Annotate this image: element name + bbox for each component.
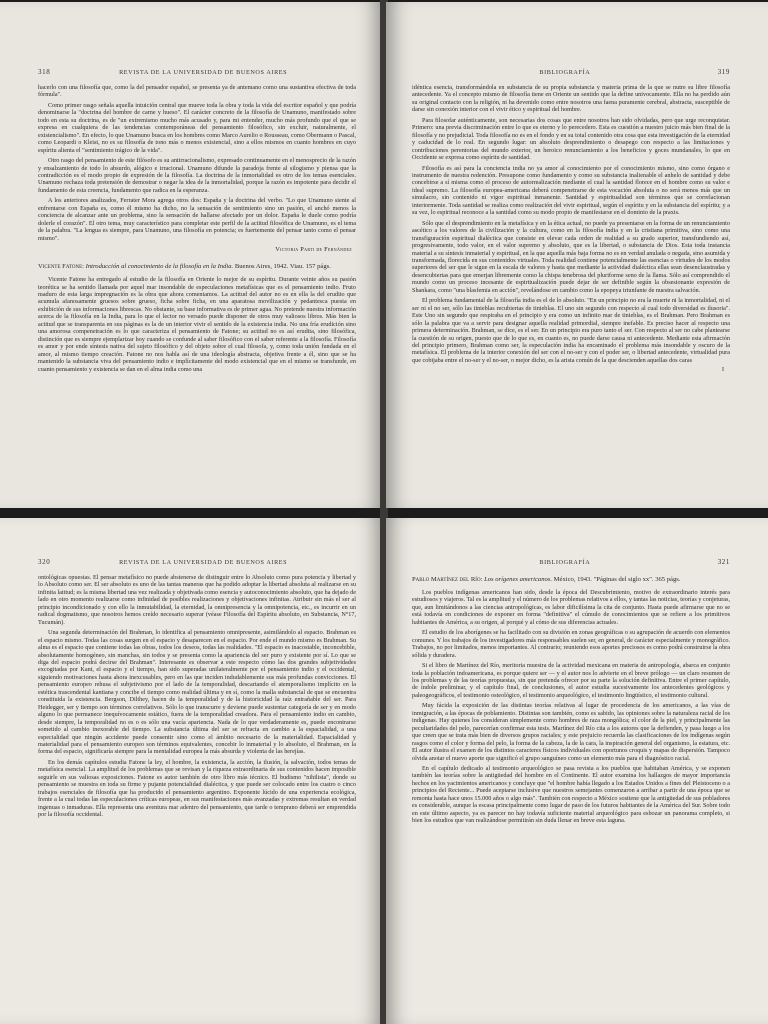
page-321-body	[412, 558, 730, 1016]
page-321	[386, 518, 768, 1024]
running-header	[38, 68, 356, 76]
paragraph: Los pueblos indígenas americanos han sido, desde la época del Descubrimiento, motivo de extraordinario interés para estudiosos y viajeros. Tal es la amplitud y el número de los problemas relativos a ellos, y tantas las noticias, teorías y conjeturas, que, aun limitándonos a las ciencias antropológicas, es labor dificilísima la cita de conjunto. Hasta puede afirmarse que no se está todavía en condiciones de exponer en forma "definitiva" el cúmulo de conocimientos que se refiere a los primitivos habitantes de América, a su origen, al porqué y al cómo de sus diferencias actuales.	[412, 589, 730, 626]
paragraph: hacerlo con una filosofía que, como la del pensador español, se presenta ya de antemano como una sustantiva efectiva de toda fórmula".	[38, 84, 356, 99]
paragraph: El estudio de los aborígenes se ha facilitado con su división en zonas geográficas o su agrupación de acuerdo con elementos comunes. Y los trabajos de los investigadores más responsables suelen ser, en general, de carácter especialmente y monográfico. Trabajos, no por limitados, menos importantes. Al contrario; reuniendo esos aportes preciosos es como podrá construirse la obra sólida y duradera.	[412, 629, 730, 659]
journal-title: REVISTA DE LA UNIVERSIDAD DE BUENOS AIRES	[119, 559, 288, 566]
paragraph: idéntica esencia, transformándola en substancia de su propia substancia y materia prima de la que se nutre su libre filosofía antecedente. Ya el concepto mismo de filosofía tiene en Oriente un sentido que la define univocamente. Ella no ha perdido aún su original contacto con la religión, ni ha devenido como entre nosotros una faena puramente cerebral, abstracta, susceptible de darse sin conexión interior con el vivir ético y espiritual del hombre.	[412, 84, 730, 114]
page-number: 321	[717, 558, 730, 566]
paragraph: Una segunda determinación del Brahman, lo identifica al pensamiento omnipresente, asimilándolo al espacio. Brahman es el espacio mismo. Todas las cosas surgen en el espacio y desaparecen en el espacio. Por ende el mundo mismo es Brahman. Su alma es el espacio que contiene todas las obras, todos los deseos, todas las realidades. "El espacio es inacostable, inconcebible, absolutamente homogéneo, sin manchas, sin todos y se presenta como la apariencia del ser puro y existente por sí. Lo que se diga del espacio podrá decirse del Brahman". Interesante es observar a este respecto cómo las dos grandes subjetividades excogitadas por Kant, el espacio y el tiempo, han sido superadas unilateralmente por el pensamiento indio y el occidental, siguiendo motivaciones hasta ahora inexcusables, pero en las que inciden indudablemente sus más profundas convicciones. El pensamiento europeo rehusa el subjetivismo por el lado de la temporalidad, descartando el atemporalismo implícito en la estética trascendental kantiana y concibe el tiempo como realidad última y en sí, como la malla substancial de que se encuentra constituida la existencia. Bergson, Dilthey, hacen de la temporalidad y de la historicidad la raíz entrañable del ser. Para Heidegger, ser y tiempo son términos correlativos. Sólo lo que transcurre y deviene puede sustentar categoría de ser y en modo alguno lo que permanece inequívocamente estático, fuera de la temporalidad creadora. Para el pensamiento indio en cambio, desde siempre, la temporalidad no es o es sólo una vacía apariencia. Nada de lo que verdaderamente es, puede encontrarse sometido al cambio inexorable del tiempo. La substancia última del ser se refracta en cambio a la espacialidad, a una especialidad que ningún accidente puede consentir sino como el ámbito necesario de la materialidad. Espacialidad y materialidad para el pensamiento europeo son términos equivalentes, concebir lo inmaterial y lo absoluto, el Brahman, en la forma del espacio, significaría siempre para la mentalidad europea la más absurda y violenta de las herejías.	[38, 629, 356, 756]
running-header	[38, 558, 356, 566]
reviewer-signature: Victoria Parti de Fernández	[275, 246, 352, 254]
running-header	[412, 558, 730, 566]
paragraph: Sólo que el desprendimiento en la metafísica y en la ética actual, no puede ya presentarse en la forma de un renunciamiento ascético a los valores de la civilización y la cultura, como en la filosofía india y en la cristiana primitiva, sino como una transfiguración espiritual dialéctica que consiste en elevar cada orden de realidad a su grado superior, transfundiendo así, progresivamente, todo valor, en el valor supremo y absoluto, que es la libertad, o substancia de Dios. Esta toda instancia material a su síntesis inmaterial y espiritual, en la que aquella más baja forma no es en verdad anulada o negada, sino asumida y transformada, florecida en sus contenidos virtuales. Toda realidad contiene potencialmente las esencias o virtudes de los modos superiores del ser que le sigue en la escala de valores y hasta que mediante la actividad dialéctica ellas sean desenclaustradas y desencubiertas para que emerjan libremente como la chispa tenebrosa del pluriforme seno de la llama. Sólo así comprendido el mundo como un proceso incesante de espiritualización puede dejar de ser definible según la obsesionante expresión de Shankara, como "una blasfemia en acción", revelándose en cambio como la epopeya triunfante de nuestra salvación.	[412, 219, 730, 294]
section-title: BIBLIOGRAFÍA	[539, 559, 591, 566]
review-meta: Buenos Aires, 1942. Viau. 157 págs.	[234, 263, 331, 271]
section-title: BIBLIOGRAFÍA	[539, 69, 591, 76]
review-heading	[38, 263, 356, 271]
review-title: Los orígenes americanos.	[484, 576, 553, 583]
page-319	[386, 2, 768, 508]
bottom-spread	[0, 512, 768, 1024]
footer-mark: I	[722, 367, 724, 374]
paragraph: El problema fundamental de la filosofía india es el de lo absoluto. "En un principio no era la muerte ni la inmortalidad, ni el ser ni el no ser, sólo las tinieblas recubiertas de tinieblas. El uno sin segundo con respecto al cual todo diversidad es ilusoria". Este Uno sin segundo que respiraba en el principio y era como un infinito mar de tinieblas, es el Brahman. Pero Brahman es sólo la palabra que va a servir para designar aquella realidad primordial, siempre inefable. Es preciso hacer al respecto una primera determinación. Brahman, se dice, es el ser. En un principio era puro tanto el ser. Con respecto al ser no cabe plantearse la cuestión de su origen, puesto que de lo que es, en cuanto es, no puede darse causa ni antecedente. Mediante esta afirmación del principio primero, Brahman como ser, la especulación india ha encaminado el problema más insondable y oscuro de la metafísica. El problema de la interior conexión del ser con el no-ser y con el poder ser, o libertad antecedente, virtualidad pura que cobijaba entre el no-ser y el no-ser, o mejor dicho, es la arista común de la que descienden aquellas dos caras	[412, 297, 730, 364]
page-number: 319	[717, 68, 730, 76]
paragraph: Si el libro de Martínez del Río, meritoria muestra de la actividad mexicana en materia de antropología, abarca en conjunto toda la población indoamericana, es porque quiere ser — y el autor nos lo advierte en el breve prólogo — un claro resumen de los problemas y de las teorías propuestas, sin que pretenda ofrecer por su parte la solución definitiva. Entre el primer capítulo, de índole preliminar, y el capítulo final, de conclusiones, el autor estudia sucesivamente los antecedentes geológicos y paleogeográficos, el testimonio osteológico, el testimonio arqueológico, el testimonio lingüístico, el testimonio cultural.	[412, 662, 730, 699]
paragraph: Filosofía es así para la conciencia india no ya amor al conocimiento por el conocimiento mismo, sino como órgano e instrumento de nuestra redención. Presupone como fundamento y como su substancia inalienable el anhelo de santidad y debe concebirse a sí misma como el proceso de autorrealización mediante el cual la santidad florece en el hombre como su valor e ideal supremo. La filosofía europea-americana deberá compenetrarse de esta vocación absoluta o no será menos más que un simulacro, sin contenido ni vigor espiritual inmanente. Santidad y espiritualidad son términos que se correlacionan interiormente. Toda santidad se realiza como realización del vivir espiritual, según el espíritu y en la substancia del espíritu; y a su vez, lo espiritual reconoce a la santidad como su modo propio de manifestarse en el dominio de la praxis.	[412, 164, 730, 217]
paragraph: En el capítulo dedicado al testimonio arqueológico se pasa revista a los pueblos que habitaban América, y se exponen también las teorías sobre la antigüedad del hombre en el Continente. El autor examina los hallazgos de mayor importancia hechos en los yacimientos americanos y concluye que "el hombre había llegado a los Estados Unidos a fines del Pleistoceno o a principios del Reciente... Puede aceptarse inclusive que nuestros semejantes comenzaron a arribar a partir de una época que se remonta hasta hace unos 15.000 años o algo más". También con respecto a México sostiene que la antigüedad de sus pobladores es considerable, aunque la escasa principalmente como lugar de paso de los futuros habitantes de la América del Sur. Sobre todo en este último aspecto, ya es parecer no hay todavía suficiente material arqueológico para esbozar un panorama completo, si bien los estudios que van realizándose permitirán sin duda llenar en breve esta laguna.	[412, 764, 730, 825]
paragraph: Para filosofar auténticamente, son necesarias dos cosas que entre nosotros han sido olvidadas, pero que urge reconquistar. Primero: una previa discriminación entre lo que es eterno y lo perecedero. Esta es cuestión a nuestro juicio más bien final de la filosofía y no prejudicial. Toda filosofía no es en el fondo y en su total contenido otra cosa que esta investigación de la eternidad y caducidad de lo real. En segundo lugar: un absoluto desprendimiento o desapego con respecto a las limitaciones y contribuciones perentorias del mundo exterior, un heroico renunciamiento a los beneficios y goces mundanales, lo que en Occidente se expresa como espíritu de santidad.	[412, 116, 730, 162]
review-meta: México, 1943. "Páginas del siglo xx". 365 págs.	[553, 576, 681, 583]
paragraph: Vicente Fatone ha entregado al estudio de la filosofía en Oriente lo mejor de su espíritu. Durante veinte años su pasión teorética se ha sentido llamada por aquel mar insondable de especulaciones metafísicas que es el pensamiento indio. Fruto maduro de esta larga impregnación es la obra que ahora comentamos. La actitud del autor no es en ella la del erudito que acumula afanosamente gruesos sobre grueso, ficha sobre ficha, en una aparatosa movilización y pedantesca puesta en exhibición de sus informaciones librescas. No obstante, su base informativa es de primer agua. No pretende nuestra información acerca de la filosofía en la India, para lo que el lector no versado puede disponer de otros muy valiosos libros. Más bien la actitud que se transparenta en sus páginas es la de un interior vivir el sentido de la existencia india. No una fría erudición sino una amorosa compenetración es lo que caracteriza el pensamiento de Fatone; su actitud no es así erudita, sino filosófica, distinción que es siempre ejemplarizar hoy cuando se confunde al saber filosófico con el saber referente a la filosofía. Filosofía es amor y por ende síntesis nativa del sujeto filosófico y del objeto sobre el cual filosofa, y, como toda unión fundada en el amor, al mismo tiempo creación. Fatone no nos habla así de una ideología abstracta, objetiva frente a él, sino que se ha mantenido la substancia viva del pensamiento indio e implícitamente del modo existencial que en el mismo se transfunde, en cuanto pensamiento y existencia se dan en el alma india como una	[38, 276, 356, 373]
page-318	[0, 2, 382, 508]
page-320-body	[38, 558, 356, 1016]
journal-title: REVISTA DE LA UNIVERSIDAD DE BUENOS AIRES	[119, 69, 288, 76]
paragraph: Otro rasgo del pensamiento de este filósofo es su antirracionalismo, expresado continuamente en el menosprecio de la razón y ensalzamiento de todo lo absurdo, alógico e irracional. Unamuno difunde la paradoja frente al silogismo y piensa que la contradicción es el modo propio de expresión de la filosofía. La doctrina de la inmortalidad es otro de los temas esenciales. Unamuno rechaza toda pretensión de demostrar o negar la idea de la inmortalidad, porque la razón es impotente para decidir el fundamento de esta creencia, fundamento que radica en la esperanza.	[38, 157, 356, 194]
page-number: 318	[38, 68, 51, 76]
review-title: Introducción al conocimiento de la filosofía en la India.	[85, 263, 234, 271]
page-318-body	[38, 68, 356, 500]
paragraph: Como primer rasgo señala aquella intuición central que mueve toda la obra y toda la vida del escritor español y que podría denominarse la "doctrina del hombre de carne y hueso". El carácter concreto de la filosofía de Unamuno, manifestado sobre todo en esta su doctrina, es de "un extremismo mucho más acusado y, para mi entender, mucho más profundo que el que se expresa en cualquiera de las tendencias contemporáneas del pensamiento filosófico, sin excluir, naturalmente, el existencialismo". En efecto, lo que Unamuno busca en los hombres como Marco Aurelio o Rousseau, como Obermann o Pascal, como Leopardi o Kleist, no es su filosofía de tono más o menos existencial, sino a ellos mismos en cuanto hombres en cuyo espíritu alienta el "sentimiento trágico de la vida".	[38, 101, 356, 154]
running-header	[412, 68, 730, 76]
review-author: Vicente Fatone:	[38, 263, 84, 271]
page-320	[0, 518, 382, 1024]
page-number: 320	[38, 558, 51, 566]
page-319-body	[412, 68, 730, 500]
paragraph: Muy fácida la exposición de las distintas teorías relativas al lugar de procedencia de los americanos, a las vías de inmigración, a las épocas de poblamiento. Distintas son también, como es sabido, las opiniones sobre la naturaleza racial de los indígenas. Hay quienes los consideran simplemente como hombres de raza mongólica; el color de la piel, y principalmente las peculiaridades del pelo, parecerían confirmar esta tesis. Martínez del Río cita a los autores que la defienden, y pasa luego a los que creen que se trata más bien de diversos grupos raciales; y este prejuicio recuerda las clasificaciones de los indígenas según rasgos como el color y forma del pelo, la forma de la cabeza, la de la cara, la inspiración general del organismo, la estatura, etc. El autor ilustra el examen de los distintos caracteres físicos individuales con oportunos croquis y mapas de dispersión. Tampoco olvida anotar el nuevo aporte que significó el grupo sanguíneo como un elemento más para el diagnóstico racial.	[412, 702, 730, 762]
paragraph: En los demás capítulos estudia Fatone la ley, el hombre, la existencia, la acción, la ilusión, la salvación, todos temas de metafísica esencial. La amplitud de los problemas que se revisan y la riqueza extraordinaria de sus contenidos hacen imposible seguirle en sus valiosas exposiciones. Fatone es autor también de otro libro más técnico. El budismo "nihilista", donde su pensamiento se muestra en toda su firme y pujante potencialidad dialéctica, y que puede ser colocado entre los cuatro o cinco trabajos esenciales de filosofía que ha producido el pensamiento argentino. Exponente lúcido de una experiencia ecológica, frente a la cual todas las especulaciones críticas europeas, en sus manifestaciones más avanzadas y extremas resultan en verdad ingenuas o inmaduras. Ella representa una aventura mar adentro del pensamiento, que tarde o temprano deberá ser emprendida por la filosofía occidental.	[38, 758, 356, 819]
review-heading	[412, 576, 730, 584]
paragraph: ontológicas opuestas. El pensar metafísico no puede abstenerse de distinguir entre lo Absoluto como pura potencia y libertad y lo Absoluto como ser. El ser absoluto es uno de las tantas maneras que ha podido adoptar la libertad absoluta al realizarse en su infinita latitud; es la misma libertad una vez realizada y objetivada como esencia y autoconocimiento absoluto, que ha dejado de lado en otro momento realizarse como infinidad de posibles realizaciones y objetivaciones infinitas. Atribuir sin más el ser al principio incondicionado y con ello la inmutabilidad, la eternidad, la omnipresencia y la omnipotencia, etc., es incurrir en un radical dogmatismo, que nosotros hemos creído necesario superar (véase Filosofía del Espíritu absoluto, en Substancia, N°17, Tucumán).	[38, 574, 356, 626]
paragraph: A los anteriores analizados, Ferrater Mora agrega otros dos: España y la doctrina del verbo. "Lo que Unamuno siente al enfrentarse con España es, como él mismo ha dicho, no la sensación de sentimiento sino un pasión, el anchó menos la conciencia de alcanzar ante un problema, sino la sensación de hallarse afectado por un dolor. España le duele como podría dolerle el corazón". El otro tema, muy característico para completar este perfil de la actitud filosófica de Unamuno, es el tema de la palabra. "La lengua es siempre, para Unamuno, una filosofía en potencia; es fuertemente del pensar tanto como el pensar mismo".	[38, 197, 356, 242]
review-author: Pablo Martínez del Río:	[412, 576, 483, 583]
